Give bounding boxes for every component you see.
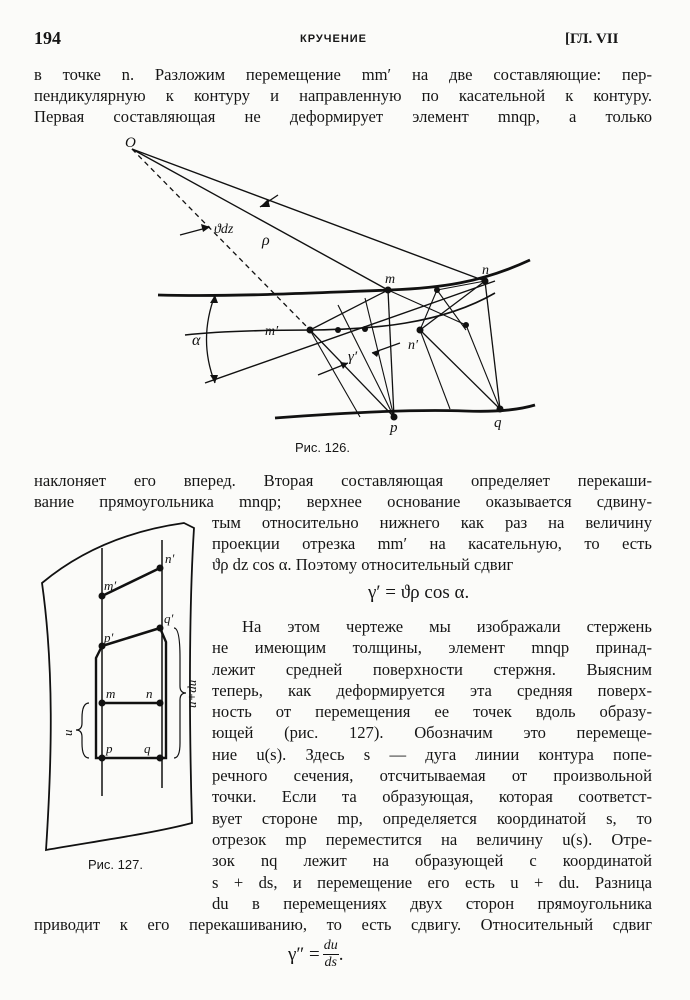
ray-O-n [132, 149, 485, 281]
label-q: q [494, 415, 502, 431]
label-p-prime: p′ [104, 630, 114, 645]
text-line: пендикулярную к контуру и направленную по касательной к контуру. [34, 86, 652, 105]
label-m-prime: m′ [265, 324, 279, 339]
text-line: отрезок mp переместится на величину u(s). Отре- [212, 829, 652, 849]
label-n-prime: n′ [165, 551, 175, 566]
label-q-prime: q′ [164, 611, 174, 626]
text-line: наклоняет его вперед. Вторая составляющая определяет перекаши- [34, 471, 652, 490]
label-theta-dz: ϑdz [214, 222, 234, 237]
text-line: du в перемещениях двух сторон прямоугольника [212, 893, 652, 913]
text-line: ние u(s). Здесь s — дуга линии контура попе- [212, 744, 652, 764]
label-p: p [390, 420, 398, 435]
strip-outline [42, 523, 194, 850]
text-line: в точке n. Разложим перемещение mm′ на две составляющие: пер- [34, 65, 652, 84]
text-line: Первая составляющая не деформирует элемент mnqp, а только [34, 107, 652, 126]
chapter-marker: [ГЛ. VII [565, 31, 619, 47]
point-m-prime [307, 327, 314, 334]
text-line: зок nq лежит на образующей с координатой [212, 851, 652, 871]
text-line: точки. Если та образующая, которая соответст- [212, 787, 652, 807]
page-number: 194 [34, 28, 61, 48]
formula-end: . [338, 943, 344, 965]
label-alpha: α [192, 332, 201, 349]
paragraph-3 [212, 616, 652, 914]
label-gamma-prime: γ′ [348, 349, 358, 365]
text-line: s + ds, и перемещение его есть u + du. Разница [212, 872, 652, 892]
running-title: КРУЧЕНИЕ [300, 33, 368, 45]
text-line: не имеющим толщины, элемент mnqp принад- [212, 638, 652, 658]
point-n-prime [417, 327, 424, 334]
text-line: На этом чертеже мы изображали стержень [242, 617, 652, 636]
label-O: O [125, 135, 136, 151]
text-line: тым относительно нижнего как раз на величину [212, 513, 652, 532]
paragraph-2-right [212, 512, 652, 575]
text-line: ность от перемещения ее точек вдоль образу- [212, 702, 652, 722]
text-line: речного сечения, отсчитываемая от произвольной [212, 766, 652, 786]
label-n: n [482, 263, 489, 278]
figure-126 [110, 135, 550, 435]
figure-127-caption: Рис. 127. [88, 857, 143, 872]
figure-127 [34, 518, 204, 853]
text-line: ϑρ dz cos α. Поэтому относительный сдвиг [212, 555, 514, 574]
text-line: вание прямоугольника mnqp; верхнее основание оказывается сдвину- [34, 492, 652, 511]
paragraph-3-last [34, 914, 652, 935]
label-n-prime: n′ [408, 338, 419, 353]
point-m [385, 287, 392, 294]
figure-126-caption: Рис. 126. [295, 440, 350, 455]
label-m: m [385, 272, 396, 287]
paragraph-1 [34, 64, 652, 127]
text-line: лежит средней поверхности стержня. Выясним [212, 659, 652, 679]
label-q: q [144, 741, 151, 756]
label-m-prime: m′ [104, 578, 117, 593]
point-n [482, 278, 489, 285]
label-p: p [106, 741, 113, 756]
text-line: ющей (рис. 127). Обозначим это перемеще- [212, 723, 652, 743]
label-u: u [60, 729, 75, 736]
formula-gamma-prime: γ′ = ϑρ cos α. [368, 582, 470, 603]
point-q [497, 406, 504, 413]
label-u-plus-du: u+du [184, 679, 199, 708]
label-m: m [106, 686, 116, 701]
label-n: n [146, 686, 153, 701]
formula-lhs: γ″ = [288, 943, 320, 965]
alpha-arc [207, 295, 216, 383]
formula-gamma-double-prime [288, 938, 344, 971]
text-line: вует стороне mp, определяется координатой s, то [212, 808, 652, 828]
text-line: приводит к его перекашиванию, то есть сдвигу. Относительный сдвиг [34, 915, 652, 934]
dashed-ray [132, 149, 310, 330]
text-line: проекции отрезка mm′ на касательную, то есть [212, 534, 652, 553]
formula-numerator: du [323, 938, 338, 953]
text-line: теперь, как деформируется эта средняя поверх- [212, 680, 652, 700]
paragraph-2 [34, 470, 652, 512]
ray-O-m [132, 149, 388, 290]
label-rho: ρ [262, 232, 270, 249]
formula-denominator: ds [324, 955, 337, 970]
